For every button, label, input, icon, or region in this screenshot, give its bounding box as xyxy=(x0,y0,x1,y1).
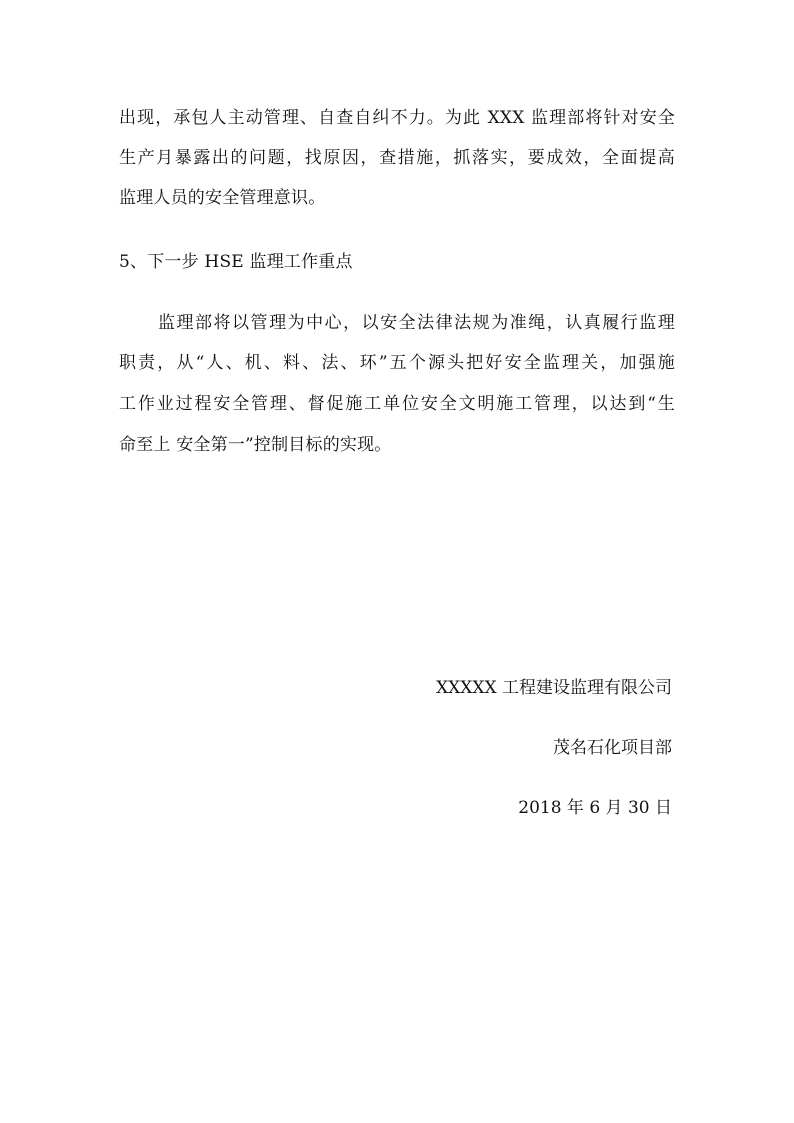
paragraph-line: 出现，承包人主动管理、自查自纠不力。为此 XXX 监理部将针对安全 xyxy=(119,108,675,128)
signature-company: XXXXX 工程建设监理有限公司 xyxy=(436,678,672,698)
paragraph-line: 职责，从“人、机、料、法、环”五个源头把好安全监理关，加强施 xyxy=(119,353,675,373)
paragraph-line: 监理人员的安全管理意识。 xyxy=(119,188,326,208)
paragraph-line: 命至上 安全第一”控制目标的实现。 xyxy=(119,435,392,455)
paragraph-line: 生产月暴露出的问题，找原因，查措施，抓落实，要成效，全面提高 xyxy=(119,148,675,168)
signature-date: 2018 年 6 月 30 日 xyxy=(518,798,672,818)
paragraph-line: 监理部将以管理为中心，以安全法律法规为准绳，认真履行监理 xyxy=(158,313,675,333)
paragraph-line: 工作业过程安全管理、督促施工单位安全文明施工管理，以达到“生 xyxy=(119,394,675,414)
section-heading: 5、下一步 HSE 监理工作重点 xyxy=(119,252,353,272)
signature-department: 茂名石化项目部 xyxy=(553,738,672,758)
